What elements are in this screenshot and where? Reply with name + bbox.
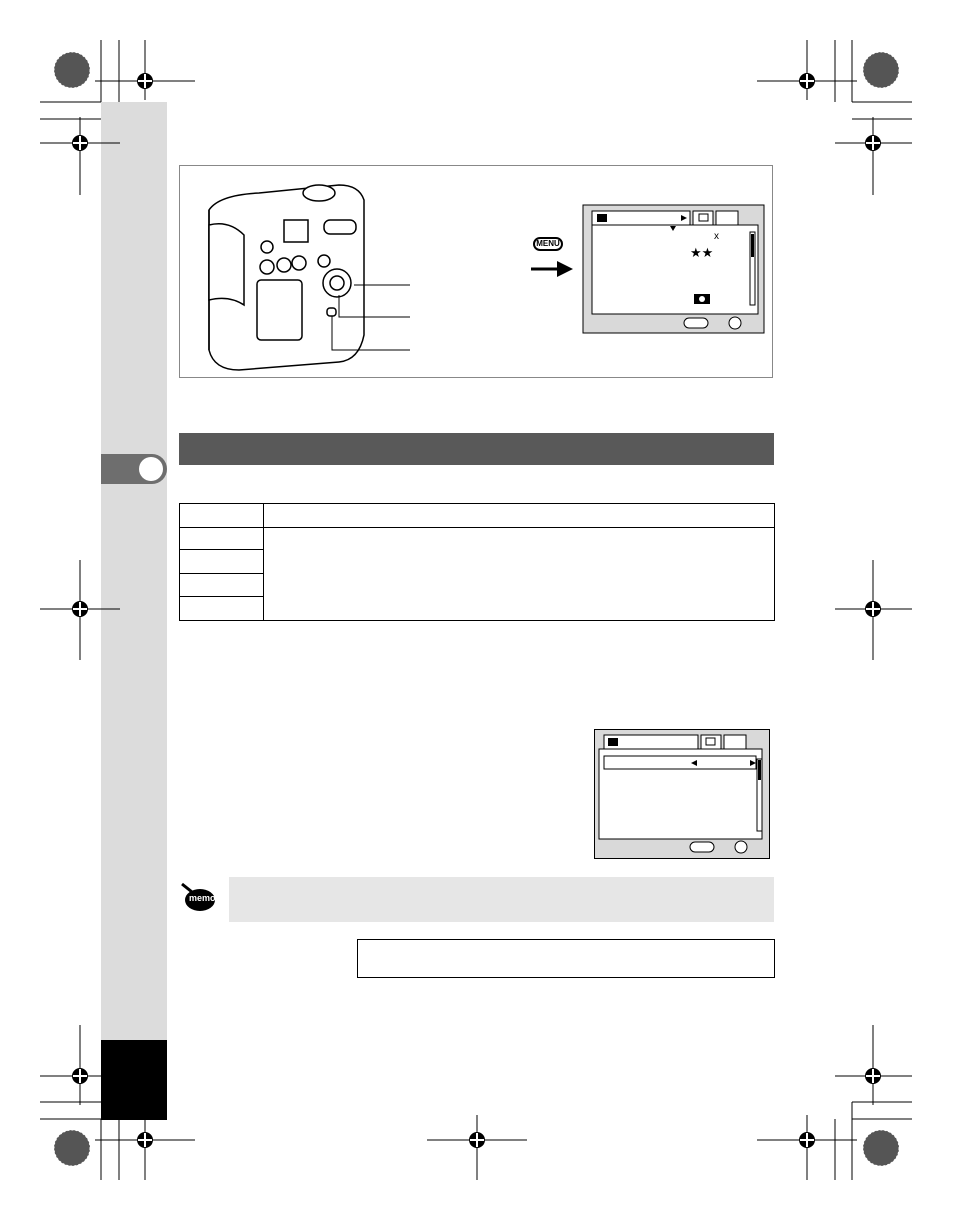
camera-drawing (179, 165, 773, 378)
menu-button-icon: MENU (533, 237, 563, 251)
table-description-cell (264, 528, 775, 621)
table-row-label (180, 574, 264, 597)
table-row-label (180, 528, 264, 550)
memo-icon-label: memo (189, 893, 216, 903)
table-row-label (180, 597, 264, 621)
section-heading-bar (179, 433, 774, 465)
screen-marker-x: x (714, 231, 719, 242)
quality-stars: ★★ (690, 245, 714, 260)
memo-note-box (229, 877, 774, 922)
lcd-screen-setting (594, 729, 770, 859)
reference-box (357, 939, 775, 978)
table-header-cell (264, 504, 775, 528)
table-header-cell (180, 504, 264, 528)
settings-table (179, 503, 775, 621)
table-row-label (180, 550, 264, 574)
